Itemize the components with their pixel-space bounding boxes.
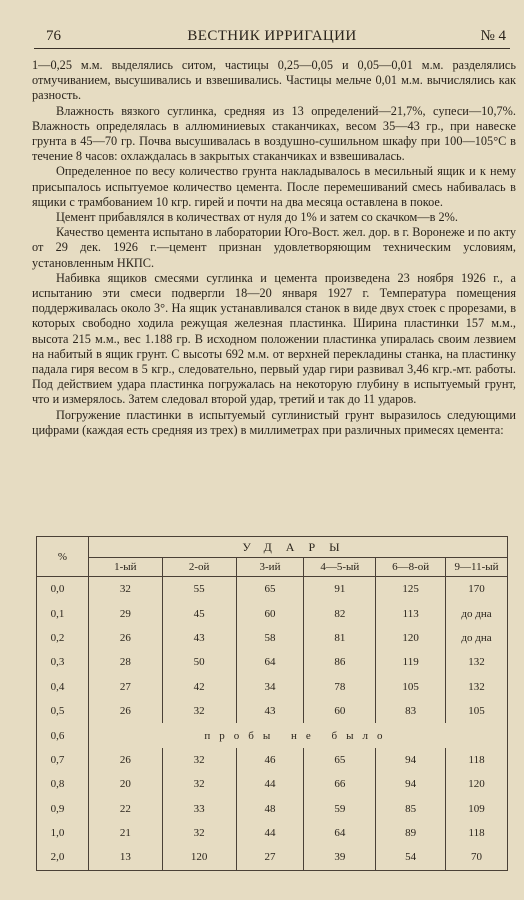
table-cell: 65 bbox=[304, 748, 376, 772]
cement-percent-cell: 0,7 bbox=[37, 748, 89, 772]
table-cell: 43 bbox=[236, 699, 304, 723]
issue-number: № 4 bbox=[480, 28, 506, 44]
table-cell: 85 bbox=[376, 797, 446, 821]
table-cell: 64 bbox=[304, 821, 376, 845]
table-cell: 39 bbox=[304, 845, 376, 870]
table-row bbox=[37, 577, 508, 602]
cement-percent-cell: 0,6 bbox=[37, 723, 89, 747]
table-cell: 48 bbox=[236, 797, 304, 821]
table-cell: 44 bbox=[236, 821, 304, 845]
cement-percent-cell: 0,4 bbox=[37, 675, 89, 699]
table-cell: 82 bbox=[304, 601, 376, 625]
table-cell: 70 bbox=[446, 845, 508, 870]
table-cell: 13 bbox=[88, 845, 162, 870]
table-cell: 32 bbox=[162, 748, 236, 772]
table-row bbox=[37, 772, 508, 796]
table-column-header: 1-ый bbox=[88, 558, 162, 577]
paragraph: Набивка ящиков смесями суглинка и цемента произведена 23 ноября 1926 г., а испытанию эти смеси подвергли 18—20 января 1927 г. Температура помещения поддерживалась около 3°. На ящик устанавливался станок в виде двух стоек с прорезами, в которых свободно ходила режущая железная пластинка. Ширина пластинки 157 м.м., высота 215 м.м., вес 1.188 гр. В исходном положении пластинка упиралась своим лезвием на набитый в ящик грунт. С высоты 692 м.м. от верхней перекладины станка, на пластинку падала гиря весом в 5 кгр., следовательно, первый удар гири развивал 3,46 кгр.-мт. работы. Под действием удара пластинка погружалась на некоторую глубину в испытуемый грунт, что и измерялось. Затем следовал второй удар, третий и так до 11 ударов. bbox=[32, 270, 516, 407]
cement-percent-cell: 0,8 bbox=[37, 772, 89, 796]
table-cell: 22 bbox=[88, 797, 162, 821]
table-cell: 44 bbox=[236, 772, 304, 796]
paragraph: Цемент прибавлялся в количествах от нуля до 1% и затем со скачком—в 2%. bbox=[56, 210, 458, 225]
table-cell: 29 bbox=[88, 601, 162, 625]
table-cell: 86 bbox=[304, 650, 376, 674]
data-table bbox=[36, 536, 508, 871]
table-cell: 120 bbox=[162, 845, 236, 870]
cement-percent-cell: 0,2 bbox=[37, 626, 89, 650]
table-row bbox=[37, 601, 508, 625]
page-number: 76 bbox=[46, 28, 61, 44]
table-cell: 78 bbox=[304, 675, 376, 699]
table-cell: 33 bbox=[162, 797, 236, 821]
cement-percent-cell: 0,0 bbox=[37, 577, 89, 602]
table-cell: 32 bbox=[162, 699, 236, 723]
table-cell: 34 bbox=[236, 675, 304, 699]
table-cell: 81 bbox=[304, 626, 376, 650]
table-cell: 113 bbox=[376, 601, 446, 625]
cement-percent-cell: 0,3 bbox=[37, 650, 89, 674]
cement-percent-cell: 2,0 bbox=[37, 845, 89, 870]
table-cell: 60 bbox=[236, 601, 304, 625]
table-row bbox=[37, 699, 508, 723]
table-cell: 46 bbox=[236, 748, 304, 772]
table-cell: 170 bbox=[446, 577, 508, 602]
table-group-header: УДАРЫ bbox=[88, 537, 507, 558]
table-row bbox=[37, 821, 508, 845]
table-cell: 83 bbox=[376, 699, 446, 723]
table-cell: 125 bbox=[376, 577, 446, 602]
table-row bbox=[37, 723, 508, 747]
cement-percent-cell: 0,9 bbox=[37, 797, 89, 821]
body-text bbox=[32, 58, 516, 438]
table-cell: 132 bbox=[446, 650, 508, 674]
paragraph: Качество цемента испытано в лаборатории Юго-Вост. жел. дор. в г. Воронеже и по акту от 29 дек. 1926 г.—цемент признан удовлетворяющим техническим условиям, установленным НКПС. bbox=[32, 225, 516, 270]
cement-percent-cell: 1,0 bbox=[37, 821, 89, 845]
journal-title: ВЕСТНИК ИРРИГАЦИИ bbox=[187, 28, 357, 44]
table-cell: 42 bbox=[162, 675, 236, 699]
table-cell: 32 bbox=[162, 821, 236, 845]
table-column-header: 6—8-ой bbox=[376, 558, 446, 577]
table-cell: 105 bbox=[376, 675, 446, 699]
table-column-header: 9—11-ый bbox=[446, 558, 508, 577]
table-cell: 58 bbox=[236, 626, 304, 650]
table-cell: 119 bbox=[376, 650, 446, 674]
table-cell: 64 bbox=[236, 650, 304, 674]
table-cell: 45 bbox=[162, 601, 236, 625]
table-cell: 94 bbox=[376, 748, 446, 772]
table-cell: до дна bbox=[446, 601, 508, 625]
table-cell: 109 bbox=[446, 797, 508, 821]
table-cell: 43 bbox=[162, 626, 236, 650]
table-row bbox=[37, 650, 508, 674]
table-cell: 27 bbox=[236, 845, 304, 870]
table-cell: 55 bbox=[162, 577, 236, 602]
paragraph: Определенное по весу количество грунта накладывалось в месильный ящик и к нему присыпалось испытуемое количество цемента. После перемешиваний смесь набивалась в ящики с трамбованием 10 кгр. гирей и почти на два месяца оставлена в покое. bbox=[32, 164, 516, 209]
cement-percent-cell: 0,1 bbox=[37, 601, 89, 625]
table-column-header: 4—5-ый bbox=[304, 558, 376, 577]
table-cell: 27 bbox=[88, 675, 162, 699]
table-cell: 54 bbox=[376, 845, 446, 870]
table-row bbox=[37, 748, 508, 772]
paragraph: Влажность вязкого суглинка, средняя из 13 определений—21,7%, супеси—10,7%. Влажность определялась в аллюминиевых стаканчиках, весом 35—43 гр., при навеске грунта в 45—70 гр. Почва высушивалась в воздушно-сушильном шкафу при 100—105°С в течение 8 часов: охлаждалась в закрытых стаканчиках и взвешивалась. bbox=[32, 103, 516, 164]
table-cell: 50 bbox=[162, 650, 236, 674]
table-row bbox=[37, 845, 508, 870]
table-cell: 60 bbox=[304, 699, 376, 723]
table-row bbox=[37, 626, 508, 650]
table-cell: 118 bbox=[446, 821, 508, 845]
table-cell: 26 bbox=[88, 748, 162, 772]
table-cell: 32 bbox=[162, 772, 236, 796]
table-cell: 26 bbox=[88, 626, 162, 650]
table-cell: 91 bbox=[304, 577, 376, 602]
paragraph: Погружение пластинки в испытуемый суглинистый грунт выразилось следующими цифрами (каждая есть средняя из трех) в миллиметрах при различных примесях цемента: bbox=[32, 407, 516, 437]
table-row bbox=[37, 675, 508, 699]
table-cell: 65 bbox=[236, 577, 304, 602]
table-cell: 59 bbox=[304, 797, 376, 821]
table-body bbox=[37, 577, 508, 871]
table-row bbox=[37, 797, 508, 821]
table-note-cell: пробы не было bbox=[88, 723, 507, 747]
table-cell: 26 bbox=[88, 699, 162, 723]
table-cell: 118 bbox=[446, 748, 508, 772]
page-header bbox=[34, 26, 510, 49]
table-cell: 20 bbox=[88, 772, 162, 796]
table-column-header: 3-ий bbox=[236, 558, 304, 577]
table-cell: 28 bbox=[88, 650, 162, 674]
table-cell: 120 bbox=[376, 626, 446, 650]
table-cell: 32 bbox=[88, 577, 162, 602]
table-cell: 89 bbox=[376, 821, 446, 845]
table-cell: 105 bbox=[446, 699, 508, 723]
table-cell: 66 bbox=[304, 772, 376, 796]
table-column-header: 2-ой bbox=[162, 558, 236, 577]
paragraph: 1—0,25 м.м. выделялись ситом, частицы 0,25—0,05 и 0,05—0,01 м.м. разделялись отмучиванием, высушивались и взвешивались. Частицы мельче 0,01 м.м. вычислялись как разность. bbox=[32, 58, 516, 103]
table-cell: до дна bbox=[446, 626, 508, 650]
table-cell: 132 bbox=[446, 675, 508, 699]
table-corner-header: % bbox=[37, 537, 89, 577]
cement-percent-cell: 0,5 bbox=[37, 699, 89, 723]
table-cell: 120 bbox=[446, 772, 508, 796]
table-cell: 94 bbox=[376, 772, 446, 796]
table-cell: 21 bbox=[88, 821, 162, 845]
